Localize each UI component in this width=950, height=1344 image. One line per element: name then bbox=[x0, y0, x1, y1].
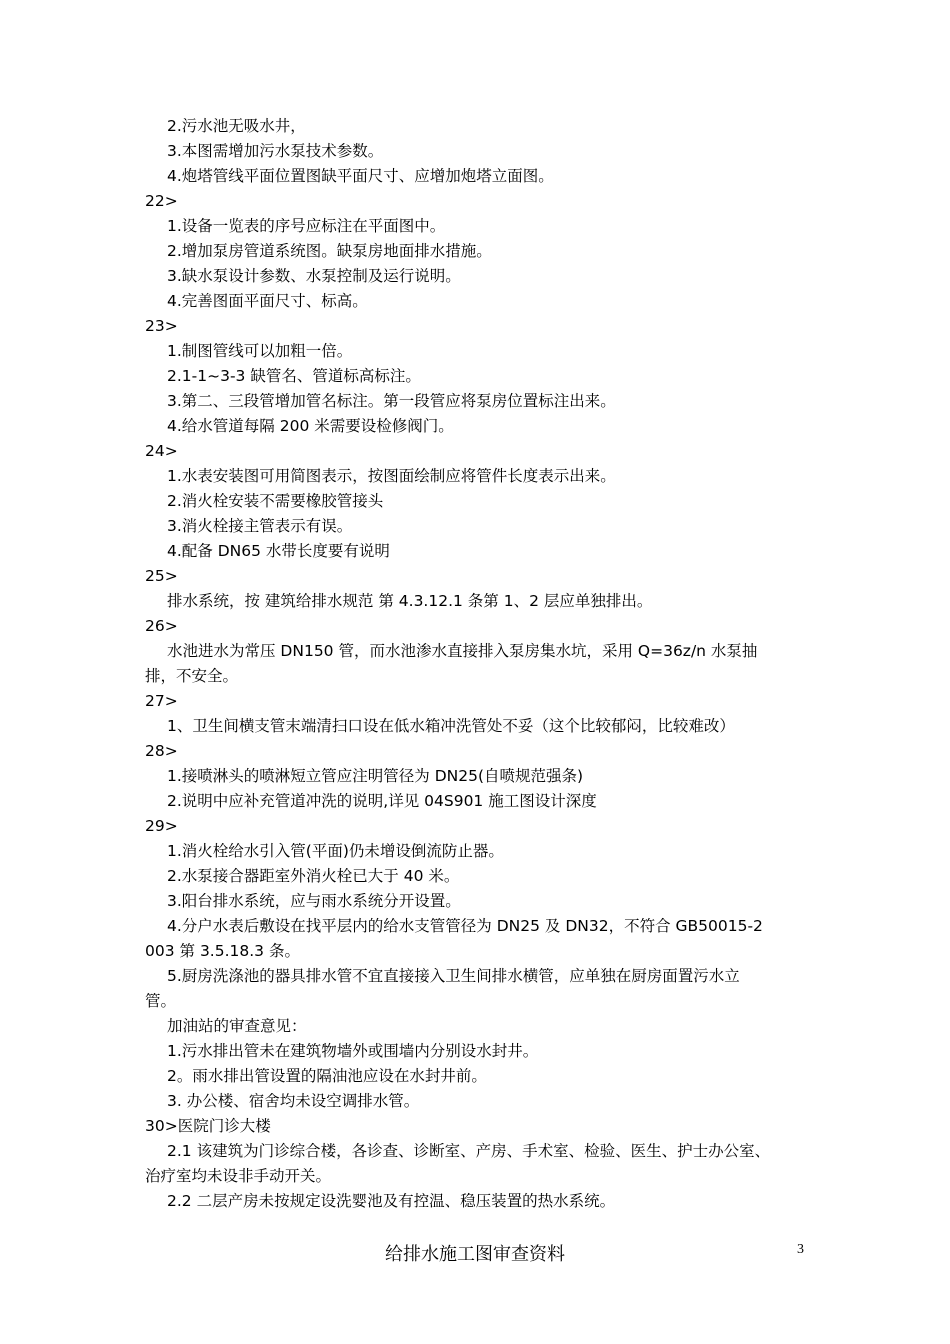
section-number: 25> bbox=[145, 567, 178, 585]
text-line: 4.完善图面平面尺寸、标高。 bbox=[167, 292, 368, 310]
text-line: 水池进水为常压 DN150 管，而水池渗水直接排入泵房集水坑，采用 Q=36z/n 水泵抽 bbox=[167, 642, 758, 660]
section-number: 22> bbox=[145, 192, 178, 210]
text-line: 1.消火栓给水引入管(平面)仍未增设倒流防止器。 bbox=[167, 842, 504, 860]
section-number: 24> bbox=[145, 442, 178, 460]
text-line: 1.设备一览表的序号应标注在平面图中。 bbox=[167, 217, 446, 235]
page-number: 3 bbox=[797, 1242, 804, 1257]
text-line: 排，不安全。 bbox=[145, 667, 239, 685]
text-line: 2.增加泵房管道系统图。缺泵房地面排水措施。 bbox=[167, 242, 492, 260]
footer-title: 给排水施工图审查资料 bbox=[385, 1244, 565, 1265]
section-number: 29> bbox=[145, 817, 178, 835]
text-line: 3. 办公楼、宿舍均未设空调排水管。 bbox=[167, 1092, 420, 1110]
text-line: 3.缺水泵设计参数、水泵控制及运行说明。 bbox=[167, 267, 461, 285]
text-line: 1、卫生间横支管末端清扫口设在低水箱冲洗管处不妥（这个比较郁闷，比较难改） bbox=[167, 717, 735, 735]
text-line: 2.水泵接合器距室外消火栓已大于 40 米。 bbox=[167, 867, 460, 885]
text-line: 1.水表安装图可用简图表示，按图面绘制应将管件长度表示出来。 bbox=[167, 467, 616, 485]
text-line: 3.本图需增加污水泵技术参数。 bbox=[167, 142, 384, 160]
section-number: 23> bbox=[145, 317, 178, 335]
section-number: 30>医院门诊大楼 bbox=[145, 1117, 271, 1135]
text-line: 2.说明中应补充管道冲洗的说明,详见 04S901 施工图设计深度 bbox=[167, 792, 597, 810]
text-line: 排水系统，按 建筑给排水规范 第 4.3.12.1 条第 1、2 层应单独排出。 bbox=[167, 592, 653, 610]
text-line: 4.炮塔管线平面位置图缺平面尺寸、应增加炮塔立面图。 bbox=[167, 167, 554, 185]
text-line: 3.消火栓接主管表示有误。 bbox=[167, 517, 353, 535]
text-line: 5.厨房洗涤池的器具排水管不宜直接接入卫生间排水横管，应单独在厨房面置污水立 bbox=[167, 967, 740, 985]
text-line: 4.给水管道每隔 200 米需要设检修阀门。 bbox=[167, 417, 454, 435]
section-number: 27> bbox=[145, 692, 178, 710]
text-line: 1.制图管线可以加粗一倍。 bbox=[167, 342, 353, 360]
text-line: 4.分户水表后敷设在找平层内的给水支管管径为 DN25 及 DN32，不符合 GB50015-2 bbox=[167, 917, 763, 935]
text-line: 1.污水排出管未在建筑物墙外或围墙内分别设水封井。 bbox=[167, 1042, 539, 1060]
text-line: 管。 bbox=[145, 992, 177, 1010]
text-line: 2.1-1~3-3 缺管名、管道标高标注。 bbox=[167, 367, 421, 385]
text-line: 2.污水池无吸水井， bbox=[167, 117, 306, 135]
text-line: 治疗室均未设非手动开关。 bbox=[145, 1167, 332, 1185]
text-line: 加油站的审查意见： bbox=[167, 1017, 307, 1035]
section-number: 28> bbox=[145, 742, 178, 760]
section-number: 26> bbox=[145, 617, 178, 635]
text-line: 2。雨水排出管设置的隔油池应设在水封井前。 bbox=[167, 1067, 487, 1085]
text-line: 3.第二、三段管增加管名标注。第一段管应将泵房位置标注出来。 bbox=[167, 392, 616, 410]
text-line: 003 第 3.5.18.3 条。 bbox=[145, 942, 300, 960]
text-line: 4.配备 DN65 水带长度要有说明 bbox=[167, 542, 390, 560]
text-line: 2.1 该建筑为门诊综合楼，各诊查、诊断室、产房、手术室、检验、医生、护士办公室、 bbox=[167, 1142, 771, 1160]
text-line: 2.2 二层产房未按规定设洗婴池及有控温、稳压装置的热水系统。 bbox=[167, 1192, 616, 1210]
text-line: 3.阳台排水系统，应与雨水系统分开设置。 bbox=[167, 892, 461, 910]
text-line: 2.消火栓安装不需要橡胶管接头 bbox=[167, 492, 384, 510]
text-line: 1.接喷淋头的喷淋短立管应注明管径为 DN25(自喷规范强条) bbox=[167, 767, 584, 785]
